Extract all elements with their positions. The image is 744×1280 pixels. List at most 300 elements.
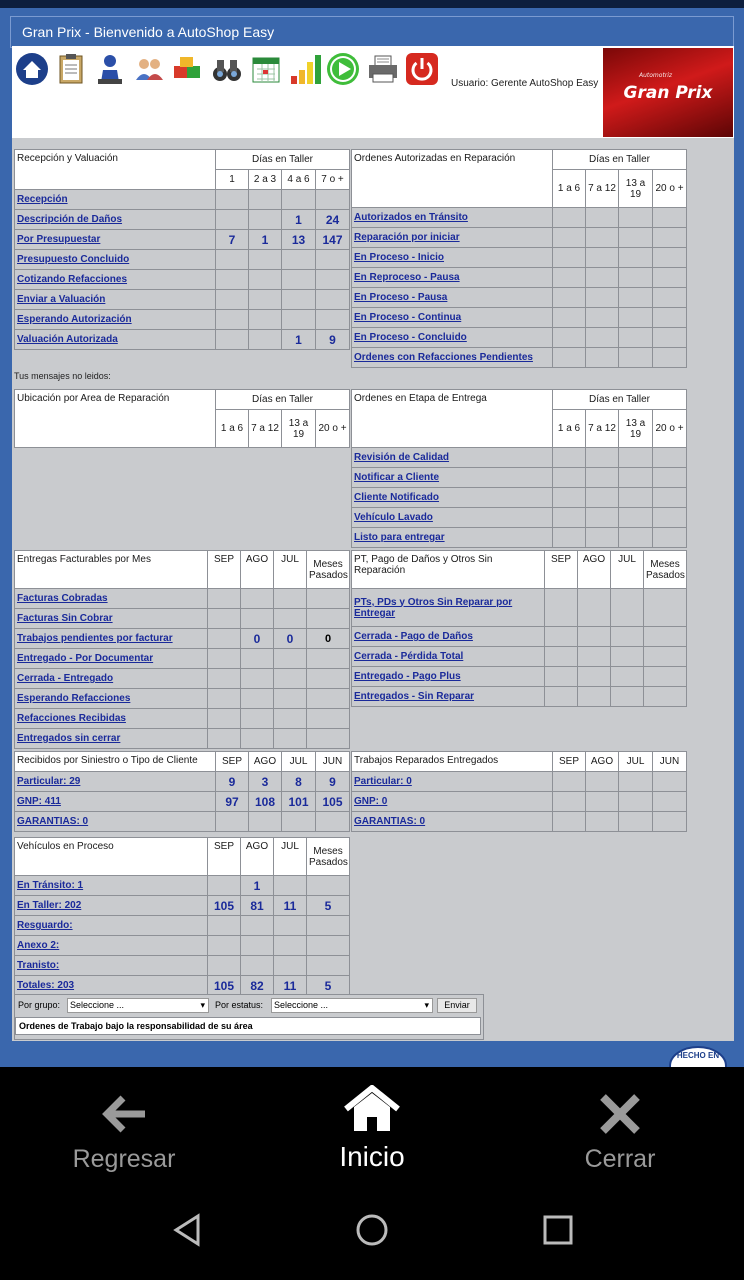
stamp-user-icon[interactable]	[92, 51, 127, 86]
row-link[interactable]: Entregado - Por Documentar	[15, 649, 208, 669]
value-cell	[545, 627, 578, 647]
row-link[interactable]: Cerrada - Pago de Daños	[352, 627, 545, 647]
value-cell	[274, 729, 307, 749]
value-cell	[208, 609, 241, 629]
table-row	[15, 916, 350, 936]
value-cell	[611, 647, 644, 667]
reception-title: Recepción y Valuación	[15, 150, 216, 190]
table-row	[15, 976, 350, 996]
col-header: 7 a 12	[586, 170, 619, 208]
row-link[interactable]: Notificar a Cliente	[352, 468, 553, 488]
value-cell	[249, 210, 282, 230]
value-cell	[307, 689, 350, 709]
value-cell	[274, 669, 307, 689]
value-cell: 82	[241, 976, 274, 996]
value-cell	[553, 508, 586, 528]
value-cell	[241, 649, 274, 669]
row-link[interactable]: Ordenes con Refacciones Pendientes	[352, 348, 553, 368]
value-cell	[553, 248, 586, 268]
table-row	[352, 468, 687, 488]
value-cell	[553, 308, 586, 328]
clipboard-icon[interactable]	[53, 51, 88, 86]
value-cell	[208, 669, 241, 689]
row-link[interactable]: Totales: 203	[15, 976, 208, 996]
value-cell	[249, 812, 282, 832]
value-cell	[282, 812, 316, 832]
row-link[interactable]: Autorizados en Tránsito	[352, 208, 553, 228]
users-icon[interactable]	[131, 51, 166, 86]
col-header: Meses Pasados	[307, 551, 350, 589]
value-cell	[553, 268, 586, 288]
system-back-icon[interactable]	[170, 1212, 204, 1248]
table-row	[352, 328, 687, 348]
value-cell	[619, 528, 653, 548]
col-header: SEP	[216, 752, 249, 772]
value-cell	[208, 709, 241, 729]
col-header: 1 a 6	[216, 410, 249, 448]
group-label: Por grupo:	[18, 1000, 61, 1010]
value-cell	[307, 729, 350, 749]
value-cell	[611, 667, 644, 687]
row-link[interactable]: Particular: 29	[15, 772, 216, 792]
row-link[interactable]: Revisión de Calidad	[352, 448, 553, 468]
table-row	[15, 330, 350, 350]
value-cell	[586, 228, 619, 248]
value-cell	[282, 290, 316, 310]
col-header: AGO	[586, 752, 619, 772]
value-cell	[307, 936, 350, 956]
value-cell	[216, 812, 249, 832]
value-cell: 97	[216, 792, 249, 812]
system-home-icon[interactable]	[354, 1212, 390, 1248]
row-link[interactable]: Cerrada - Pérdida Total	[352, 647, 545, 667]
repaired-title: Trabajos Reparados Entregados	[352, 752, 553, 772]
row-link[interactable]: Anexo 2:	[15, 936, 208, 956]
value-cell: 3	[249, 772, 282, 792]
row-link[interactable]: En Proceso - Pausa	[352, 288, 553, 308]
value-cell	[208, 916, 241, 936]
value-cell	[208, 936, 241, 956]
boxes-icon[interactable]	[170, 51, 205, 86]
col-header: 20 o +	[316, 410, 350, 448]
row-link[interactable]: Listo para entregar	[352, 528, 553, 548]
value-cell	[586, 468, 619, 488]
value-cell	[545, 647, 578, 667]
value-cell	[619, 328, 653, 348]
close-button[interactable]	[545, 1067, 695, 1192]
value-cell	[249, 330, 282, 350]
value-cell	[619, 448, 653, 468]
value-cell: 147	[316, 230, 350, 250]
send-button[interactable]: Enviar	[437, 998, 477, 1013]
value-cell	[249, 270, 282, 290]
value-cell	[274, 876, 307, 896]
value-cell	[216, 250, 249, 270]
col-header: 1	[216, 170, 249, 190]
value-cell	[249, 250, 282, 270]
value-cell	[644, 667, 687, 687]
col-header: Meses Pasados	[644, 551, 687, 589]
value-cell: 5	[307, 976, 350, 996]
bar-chart-icon[interactable]	[287, 51, 322, 86]
value-cell	[274, 689, 307, 709]
table-row	[352, 589, 687, 627]
row-link[interactable]: Refacciones Recibidas	[15, 709, 208, 729]
row-link[interactable]: Entregados - Sin Reparar	[352, 687, 545, 707]
location-title: Ubicación por Area de Reparación	[15, 390, 216, 448]
value-cell: 1	[282, 330, 316, 350]
value-cell	[241, 956, 274, 976]
row-link[interactable]: GARANTIAS: 0	[352, 812, 553, 832]
value-cell	[619, 228, 653, 248]
col-header: AGO	[241, 838, 274, 876]
table-row	[15, 589, 350, 609]
value-cell	[241, 589, 274, 609]
col-header: JUN	[316, 752, 350, 772]
row-link[interactable]: En Proceso - Continua	[352, 308, 553, 328]
row-link[interactable]: En Reproceso - Pausa	[352, 268, 553, 288]
value-cell	[653, 228, 687, 248]
value-cell	[644, 647, 687, 667]
value-cell: 0	[274, 629, 307, 649]
row-link[interactable]: GARANTIAS: 0	[15, 812, 216, 832]
row-link[interactable]: GNP: 0	[352, 792, 553, 812]
close-label: Cerrar	[584, 1145, 656, 1173]
value-cell	[553, 228, 586, 248]
table-row	[352, 528, 687, 548]
value-cell: 9	[216, 772, 249, 792]
table-row	[15, 669, 350, 689]
col-header: 13 a 19	[619, 170, 653, 208]
table-row	[15, 792, 350, 812]
row-link[interactable]: Recepción	[15, 190, 216, 210]
value-cell	[208, 689, 241, 709]
col-header: 1 a 6	[553, 170, 586, 208]
value-cell	[241, 669, 274, 689]
value-cell: 24	[316, 210, 350, 230]
table-row	[15, 310, 350, 330]
value-cell	[274, 936, 307, 956]
value-cell	[216, 330, 249, 350]
col-header: JUL	[274, 551, 307, 589]
value-cell	[307, 709, 350, 729]
value-cell	[216, 210, 249, 230]
col-header: Meses Pasados	[307, 838, 350, 876]
row-link[interactable]: Enviar a Valuación	[15, 290, 216, 310]
value-cell	[274, 589, 307, 609]
bottom-navigation	[0, 1067, 744, 1192]
col-header: 7 a 12	[249, 410, 282, 448]
value-cell	[216, 290, 249, 310]
row-link[interactable]: Esperando Autorización	[15, 310, 216, 330]
vehicles-table	[14, 837, 350, 996]
value-cell	[241, 689, 274, 709]
value-cell	[619, 468, 653, 488]
row-link[interactable]: En Tránsito: 1	[15, 876, 208, 896]
home-label: Inicio	[339, 1141, 405, 1172]
row-link[interactable]: Por Presupuestar	[15, 230, 216, 250]
status-label: Por estatus:	[215, 1000, 264, 1010]
value-cell	[586, 772, 619, 792]
value-cell	[316, 812, 350, 832]
value-cell	[553, 288, 586, 308]
authorized-title: Ordenes Autorizadas en Reparación	[352, 150, 553, 208]
home-icon[interactable]	[14, 51, 49, 86]
col-header: SEP	[208, 551, 241, 589]
location-table	[14, 389, 350, 448]
col-header: 20 o +	[653, 170, 687, 208]
authorized-group: Días en Taller	[553, 150, 687, 170]
home-button[interactable]	[297, 1067, 447, 1192]
value-cell	[578, 589, 611, 627]
value-cell	[274, 609, 307, 629]
row-link[interactable]: Cotizando Refacciones	[15, 270, 216, 290]
value-cell	[274, 916, 307, 936]
value-cell	[208, 956, 241, 976]
value-cell: 108	[249, 792, 282, 812]
vehicles-title: Vehículos en Proceso	[15, 838, 208, 876]
value-cell	[586, 248, 619, 268]
printer-icon[interactable]	[365, 51, 400, 86]
row-link[interactable]: Entregados sin cerrar	[15, 729, 208, 749]
table-row	[352, 448, 687, 468]
reception-table	[14, 149, 350, 350]
value-cell	[282, 310, 316, 330]
location-group: Días en Taller	[216, 390, 350, 410]
row-link[interactable]: Descripción de Daños	[15, 210, 216, 230]
value-cell	[653, 772, 687, 792]
table-row	[352, 772, 687, 792]
value-cell: 13	[282, 230, 316, 250]
table-row	[352, 228, 687, 248]
table-row	[15, 210, 350, 230]
value-cell	[653, 288, 687, 308]
value-cell	[282, 250, 316, 270]
value-cell	[307, 649, 350, 669]
value-cell	[208, 649, 241, 669]
binoculars-icon[interactable]	[209, 51, 244, 86]
value-cell	[553, 792, 586, 812]
system-recents-icon[interactable]	[541, 1213, 575, 1247]
calendar-icon[interactable]	[248, 51, 283, 86]
value-cell	[619, 772, 653, 792]
table-row	[15, 689, 350, 709]
col-header: 13 a 19	[282, 410, 316, 448]
value-cell	[241, 916, 274, 936]
value-cell	[653, 348, 687, 368]
repaired-table	[351, 751, 687, 832]
value-cell	[553, 448, 586, 468]
value-cell	[216, 190, 249, 210]
row-link[interactable]: En Proceso - Concluido	[352, 328, 553, 348]
value-cell	[586, 528, 619, 548]
value-cell	[653, 208, 687, 228]
value-cell	[316, 190, 350, 210]
value-cell	[653, 448, 687, 468]
value-cell	[644, 627, 687, 647]
col-header: AGO	[249, 752, 282, 772]
value-cell	[553, 488, 586, 508]
value-cell	[619, 348, 653, 368]
row-link[interactable]: En Taller: 202	[15, 896, 208, 916]
value-cell	[208, 629, 241, 649]
value-cell	[619, 508, 653, 528]
value-cell	[653, 268, 687, 288]
value-cell	[545, 667, 578, 687]
col-header: JUL	[282, 752, 316, 772]
col-header: 20 o +	[653, 410, 687, 448]
value-cell	[644, 589, 687, 627]
row-link[interactable]: Esperando Refacciones	[15, 689, 208, 709]
col-header: 1 a 6	[553, 410, 586, 448]
value-cell	[316, 290, 350, 310]
table-row	[352, 687, 687, 707]
value-cell: 105	[316, 792, 350, 812]
table-row	[352, 812, 687, 832]
value-cell	[282, 190, 316, 210]
value-cell	[553, 528, 586, 548]
table-row	[15, 230, 350, 250]
row-link[interactable]: Resguardo:	[15, 916, 208, 936]
row-link[interactable]: Cerrada - Entregado	[15, 669, 208, 689]
value-cell	[208, 729, 241, 749]
col-header: 7 a 12	[586, 410, 619, 448]
value-cell: 101	[282, 792, 316, 812]
value-cell	[578, 667, 611, 687]
authorized-table	[351, 149, 687, 368]
value-cell: 1	[282, 210, 316, 230]
table-row	[15, 729, 350, 749]
back-button[interactable]	[49, 1067, 199, 1192]
value-cell	[619, 812, 653, 832]
value-cell: 81	[241, 896, 274, 916]
value-cell	[586, 488, 619, 508]
row-link[interactable]: Presupuesto Concluido	[15, 250, 216, 270]
main-content	[12, 46, 734, 1041]
value-cell	[208, 876, 241, 896]
value-cell	[241, 936, 274, 956]
system-navigation-bar	[0, 1192, 744, 1280]
value-cell	[249, 310, 282, 330]
value-cell	[586, 348, 619, 368]
value-cell	[216, 310, 249, 330]
col-header: 2 a 3	[249, 170, 282, 190]
table-row	[352, 488, 687, 508]
value-cell	[653, 308, 687, 328]
table-row	[352, 792, 687, 812]
value-cell	[241, 609, 274, 629]
value-cell	[653, 468, 687, 488]
row-link[interactable]: Valuación Autorizada	[15, 330, 216, 350]
logo-subtitle: Automotriz	[639, 72, 673, 79]
row-link[interactable]: Facturas Sin Cobrar	[15, 609, 208, 629]
value-cell	[586, 268, 619, 288]
col-header: AGO	[241, 551, 274, 589]
col-header: 7 o +	[316, 170, 350, 190]
row-link[interactable]: PTs, PDs y Otros Sin Reparar por Entregar	[352, 589, 545, 627]
row-link[interactable]: GNP: 411	[15, 792, 216, 812]
col-header: 13 a 19	[619, 410, 653, 448]
row-link[interactable]: Trabajos pendientes por facturar	[15, 629, 208, 649]
value-cell	[553, 208, 586, 228]
table-row	[352, 288, 687, 308]
power-icon[interactable]	[404, 51, 439, 86]
close-icon	[593, 1087, 647, 1141]
value-cell	[274, 956, 307, 976]
row-link[interactable]: Entregado - Pago Plus	[352, 667, 545, 687]
received-title: Recibidos por Siniestro o Tipo de Cliente	[15, 752, 216, 772]
value-cell	[545, 687, 578, 707]
row-link[interactable]: Vehículo Lavado	[352, 508, 553, 528]
value-cell	[216, 270, 249, 290]
value-cell	[653, 812, 687, 832]
table-row	[15, 609, 350, 629]
value-cell	[316, 310, 350, 330]
col-header: JUL	[619, 752, 653, 772]
value-cell	[644, 687, 687, 707]
value-cell	[653, 528, 687, 548]
table-row	[15, 629, 350, 649]
row-link[interactable]: En Proceso - Inicio	[352, 248, 553, 268]
table-row	[15, 649, 350, 669]
value-cell	[282, 270, 316, 290]
play-icon[interactable]	[325, 51, 360, 86]
row-link[interactable]: Particular: 0	[352, 772, 553, 792]
col-header: JUL	[274, 838, 307, 876]
value-cell	[241, 709, 274, 729]
table-row	[352, 647, 687, 667]
back-label: Regresar	[72, 1145, 176, 1173]
value-cell: 9	[316, 772, 350, 792]
table-row	[15, 936, 350, 956]
table-row	[15, 876, 350, 896]
value-cell	[619, 208, 653, 228]
arrow-left-icon	[97, 1087, 151, 1141]
row-link[interactable]: Facturas Cobradas	[15, 589, 208, 609]
billable-table	[14, 550, 350, 749]
row-link[interactable]: Tranisto:	[15, 956, 208, 976]
value-cell: 11	[274, 976, 307, 996]
value-cell: 105	[208, 896, 241, 916]
value-cell: 5	[307, 896, 350, 916]
table-row	[352, 627, 687, 647]
row-link[interactable]: Reparación por iniciar	[352, 228, 553, 248]
group-select[interactable]: Seleccione ... ▾	[67, 998, 209, 1013]
col-header: SEP	[553, 752, 586, 772]
table-row	[352, 508, 687, 528]
value-cell	[274, 649, 307, 669]
table-row	[15, 270, 350, 290]
value-cell	[653, 792, 687, 812]
value-cell	[307, 956, 350, 976]
value-cell	[316, 270, 350, 290]
value-cell: 8	[282, 772, 316, 792]
status-select[interactable]: Seleccione ... ▾	[271, 998, 433, 1013]
toolbar-header	[12, 46, 734, 138]
value-cell	[553, 468, 586, 488]
table-row	[352, 348, 687, 368]
value-cell: 105	[208, 976, 241, 996]
table-row	[352, 308, 687, 328]
value-cell	[307, 609, 350, 629]
value-cell	[586, 328, 619, 348]
table-row	[15, 709, 350, 729]
value-cell	[653, 328, 687, 348]
row-link[interactable]: Cliente Notificado	[352, 488, 553, 508]
value-cell	[241, 729, 274, 749]
value-cell	[619, 308, 653, 328]
value-cell	[307, 669, 350, 689]
